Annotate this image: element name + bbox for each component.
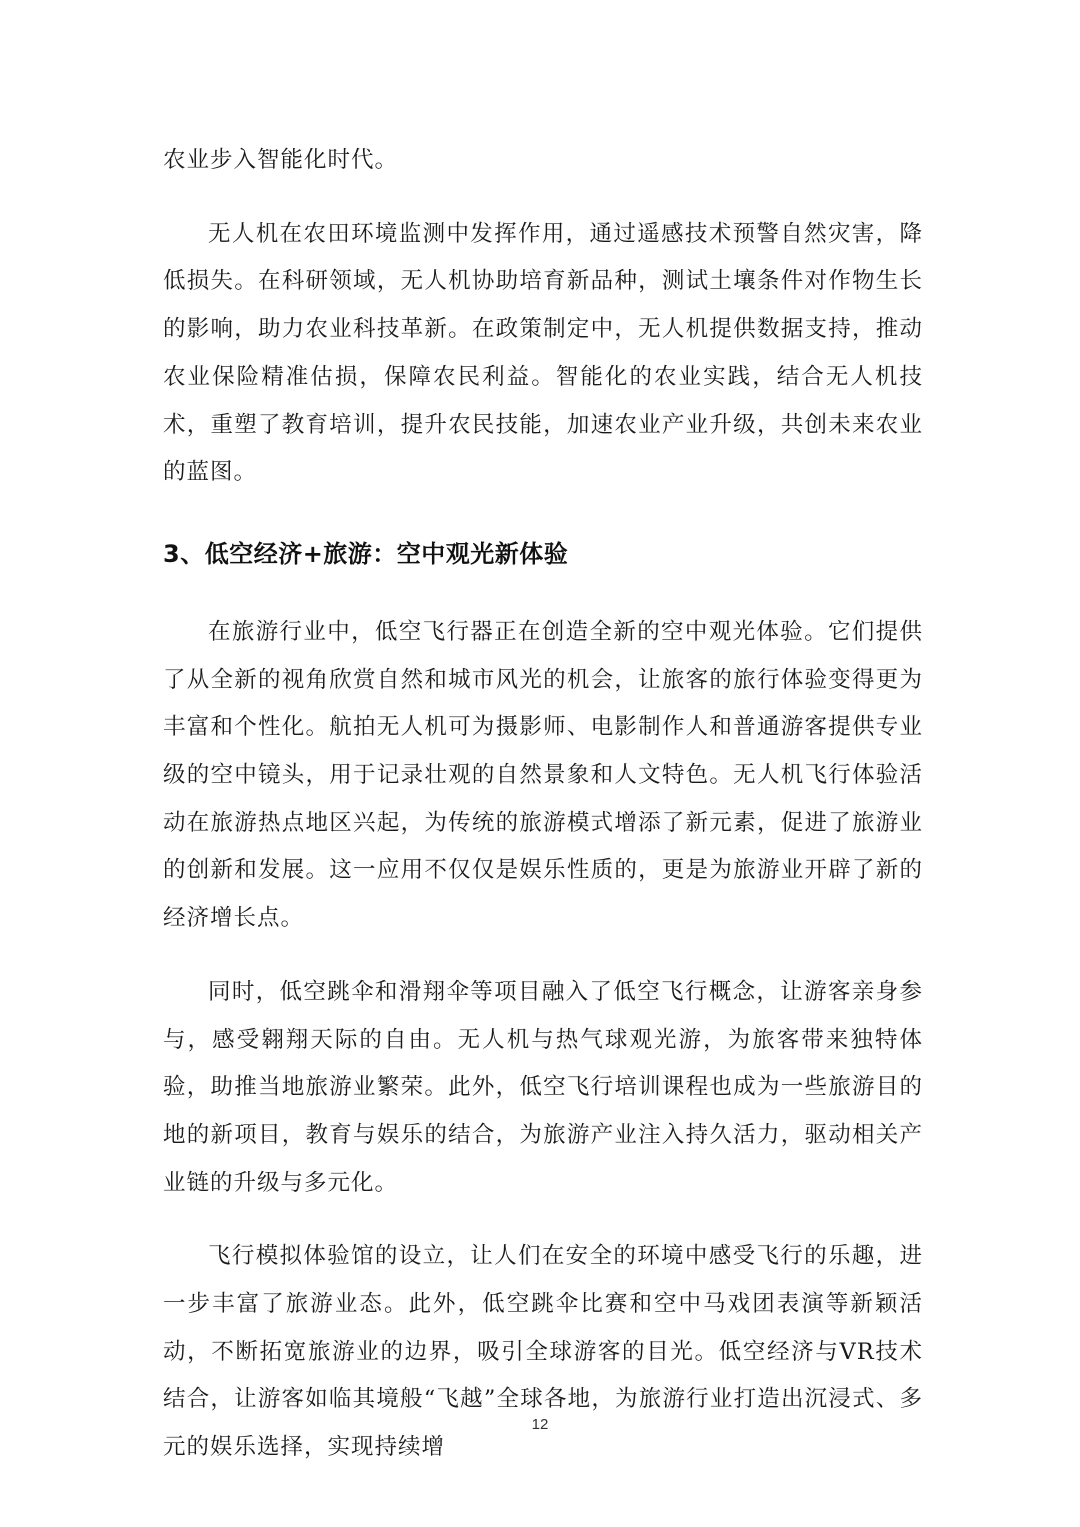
page-content bbox=[163, 137, 923, 1472]
paragraph-continuation: 农业步入智能化时代。 bbox=[163, 147, 399, 173]
section-heading: 3、低空经济+旅游：空中观光新体验 bbox=[163, 539, 569, 568]
page-number: 12 bbox=[531, 1416, 549, 1433]
paragraph-tourism-parachute: 同时，低空跳伞和滑翔伞等项目融入了低空飞行概念，让游客亲身参与，感受翱翔天际的自由。无人机与热气球观光游，为旅客带来独特体验，助推当地旅游业繁荣。此外，低空飞行培训课程也成为一些旅游目的地的新项目，教育与娱乐的结合，为旅游产业注入持久活力，驱动相关产业链的升级与多元化。 bbox=[163, 978, 923, 1196]
paragraph-tourism-aerial: 在旅游行业中，低空飞行器正在创造全新的空中观光体验。它们提供了从全新的视角欣赏自然和城市风光的机会，让旅客的旅行体验变得更为丰富和个性化。航拍无人机可为摄影师、电影制作人和普通游客提供专业级的空中镜头，用于记录壮观的自然景象和人文特色。无人机飞行体验活动在旅游热点地区兴起，为传统的旅游模式增添了新元素，促进了旅游业的创新和发展。这一应用不仅仅是娱乐性质的，更是为旅游业开辟了新的经济增长点。 bbox=[163, 618, 923, 932]
paragraph-tourism-simulation: 飞行模拟体验馆的设立，让人们在安全的环境中感受飞行的乐趣，进一步丰富了旅游业态。此外，低空跳伞比赛和空中马戏团表演等新颖活动，不断拓宽旅游业的边界，吸引全球游客的目光。低空经济与VR技术结合，让游客如临其境般“飞越”全球各地，为旅游行业打造出沉浸式、多元的娱乐选择，实现持续增 bbox=[163, 1243, 923, 1461]
paragraph-drone-agriculture: 无人机在农田环境监测中发挥作用，通过遥感技术预警自然灾害，降低损失。在科研领域，无人机协助培育新品种，测试土壤条件对作物生长的影响，助力农业科技革新。在政策制定中，无人机提供数据支持，推动农业保险精准估损，保障农民利益。智能化的农业实践，结合无人机技术，重塑了教育培训，提升农民技能，加速农业产业升级，共创未来农业的蓝图。 bbox=[163, 220, 923, 486]
